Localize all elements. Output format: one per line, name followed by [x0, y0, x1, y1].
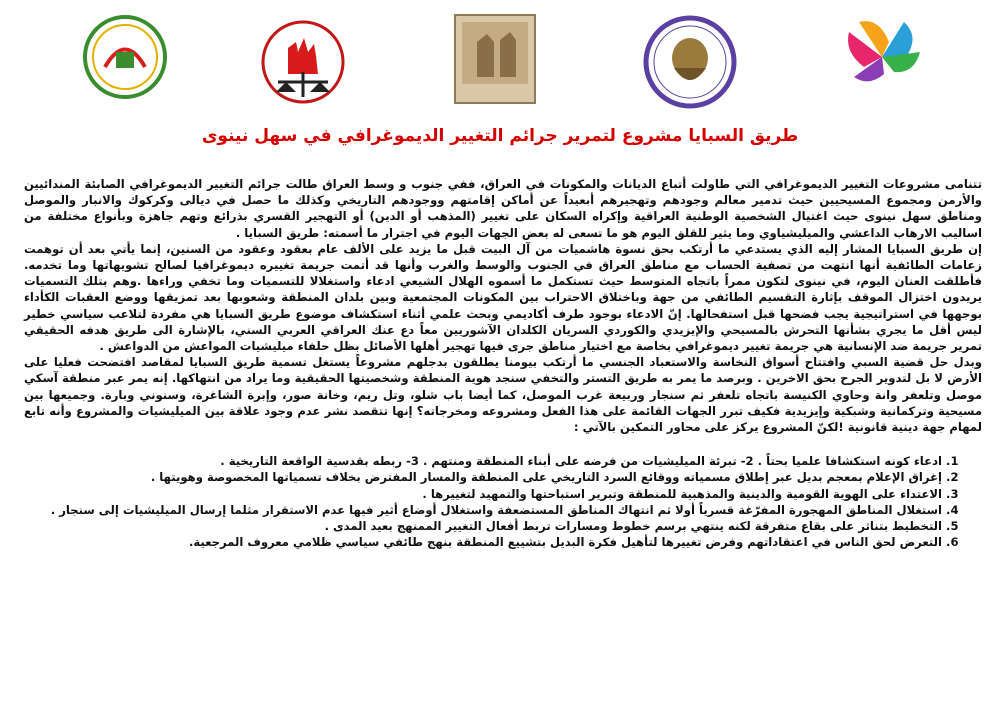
list-item: 3. الاعتداء على الهوية القومية والدينية والمذهبية للمنطقة وتبرير استباحتها والتمهيد لتغييرها . — [24, 486, 942, 502]
paragraph-2: إن طريق السبايا المشار إليه الذي يستدعي ما أرتكب بحق نسوة هاشميات من آل البيت قبل ما يزيد على الألف عام بعقود وعقود من السنين، إنما يأتي بعد أن توهمت زعامات الطائفية أنها انتهت من تصفية الحساب مع مناطق العراق في الجنوب والوسط والغرب وأنها قد أتمت جريمة تغييره ديموغرافيا لصالح تشويهاتها وما تخدمه. فأطلقت العنان اليوم، في نينوى لتكون ممراً باتجاه المتوسط حيث تستكمل ما أسموه الهلال الشيعي ادعاء واستغلالا للتسميات وما تخفي وراءها .وهم بتلك التسميات يريدون اختزال الموقف بإثارة التقسيم الطائفي من جهة وباختلاق الاحتراب بين المكونات المجتمعية وبين بلدان المنطقة وشعوبها بعد تمزيقها ووضع العقبات الكأداء بوجهها في استراتيجية يجب فضحها قبل استفحالها. إنّ الادعاء بوجود طرف أكاديمي وبحث علمي أثناء استكشاف موضوع طريق السبايا هي مفردة لتلاعب سياسي خطير ليس أقل ما يجري بشأنها التحرش بالمسيحي والإيزيدي والكوردي السريان الكلدان الآشوريين معاً دع عنك العراقي العربي السني، بالإشارة الى طريق هدفه الحقيقي تمرير جريمة ضد الإنسانية هي جريمة تغيير ديموغرافي بخاصة مع اختيار مناطق جرى فيها تهجير أهلها الأصائل بظل حلفاء ميليشيات المواعش من الدواعش . — [24, 241, 982, 354]
list-item: 2. إغراق الإعلام بمعجم بديل عبر إطلاق مسمياته ووقائع السرد التاريخي على المنطقة والمسار المفترض بخلاف تسمياتها المخصوصة وهويتها . — [24, 469, 942, 485]
logo-banner — [0, 12, 998, 124]
kurdistan-institute-logo — [80, 12, 170, 112]
paragraph-3: وبدل حل قضية السبي وافتتاح أسواق النخاسة والاستعباد الجنسي ما أرتكب بيومنا يطلقون بدجلهم مشروعاً يستغل تسمية طريق السبايا لمقاصد افتضحت فعليا على الأرض لا بل لتدوير الجرح بحق الاخرين . وبرصد ما يمر به طريق التستر والتخفي سنجد هوية المنطقة وشخصيتها الحقيقية وما يراد من انتهاكها. إنه يمر عبر منطقة آسكي موصل وتلعفر وانة وحاوي الكنيسة باتجاه تلعفر ثم سنجار وربيعة غرب الموصل، كما أيضا باب شلو، وتل ريم، وخانة صور، وإبرة الشاغرة، وسنوني وبارة. وجميعها بين مسيحية وتركمانية وشبكية وإيزيدية فكيف تبرر الجهات القائمة على هذا الفعل ومشروعه ومخرجاته؟ إنها تتقصد نشر عدم وجود علاقة بين الميليشيات والمشروع وأنه تابع لمهام جهة دينية قانونية !لكنّ المشروع يركز على محاور التمكين بالآتي : — [24, 355, 982, 435]
points-list — [24, 453, 964, 550]
paragraph-1: تتنامى مشروعات التغيير الديموغرافي التي طاولت أتباع الديانات والمكونات في العراق، ففي جنوب و وسط العراق طالت جرائم التغيير الديموغرافي الصابئة المندائيين والأرمن ومجموع المسيحيين حيث تدمير معالم وجودهم وتهجيرهم أبعيداً عن أماكن إقامتهم ووجودهم التاريخي وكذلك ما حصل في ديالى وكركوك والانبار والموصل ومناطق سهل نينوى حيث اغتيال الشخصية الوطنية العراقية وإكراه السكان على تغيير (المذهب أو الدين) أو التهجير القسري بذرائع وتهم جاهزة وبأنواع مختلفة من اساليب الارهاب الداعشي والميليشياوي وما يثير للقلق اليوم هو ما تسعى له بعض الجهات اليوم في اجترار ما أسمته: طريق السبايا . — [24, 177, 982, 240]
iraqi-canadian-human-rights-logo — [248, 12, 358, 112]
list-item: 6. التعرض لحق الناس في اعتقاداتهم وفرض تغييرها لتأهيل فكرة البديل بتشييع المنطقة بنهج طائفي سياسي ظلامي معروف المرجعية. — [24, 534, 942, 550]
list-item: 1. ادعاء كونه استكشافا علميا بحتاً . 2- تبرئة الميليشيات من فرضه على أبناء المنطقة ومنتهم . 3- ربطه بقدسية الواقعة التاريخية . — [24, 453, 942, 469]
assyrian-observatory-logo — [452, 12, 538, 112]
list-item: 5. التخطيط بتناثر على بقاع متفرقة لكنه ينتهي برسم خطوط ومسارات تربط أفعال التغيير الممنهج بعيد المدى . — [24, 518, 942, 534]
page-title: طريق السبايا مشروع لتمرير جرائم التغيير الديموغرافي في سهل نينوى — [201, 126, 799, 146]
article-body — [24, 176, 982, 550]
sargon-bust-logo — [640, 12, 740, 112]
religions-defense-logo — [834, 12, 930, 112]
list-item: 4. استغلال المناطق المهجورة المفرّغة قسرياً أولا ثم انتهاك المناطق المستضعفة واستغلال أوضاع أثير فيها عدم الاستقرار مثلما إرسال الميليشيات إلى سنجار . — [24, 502, 942, 518]
